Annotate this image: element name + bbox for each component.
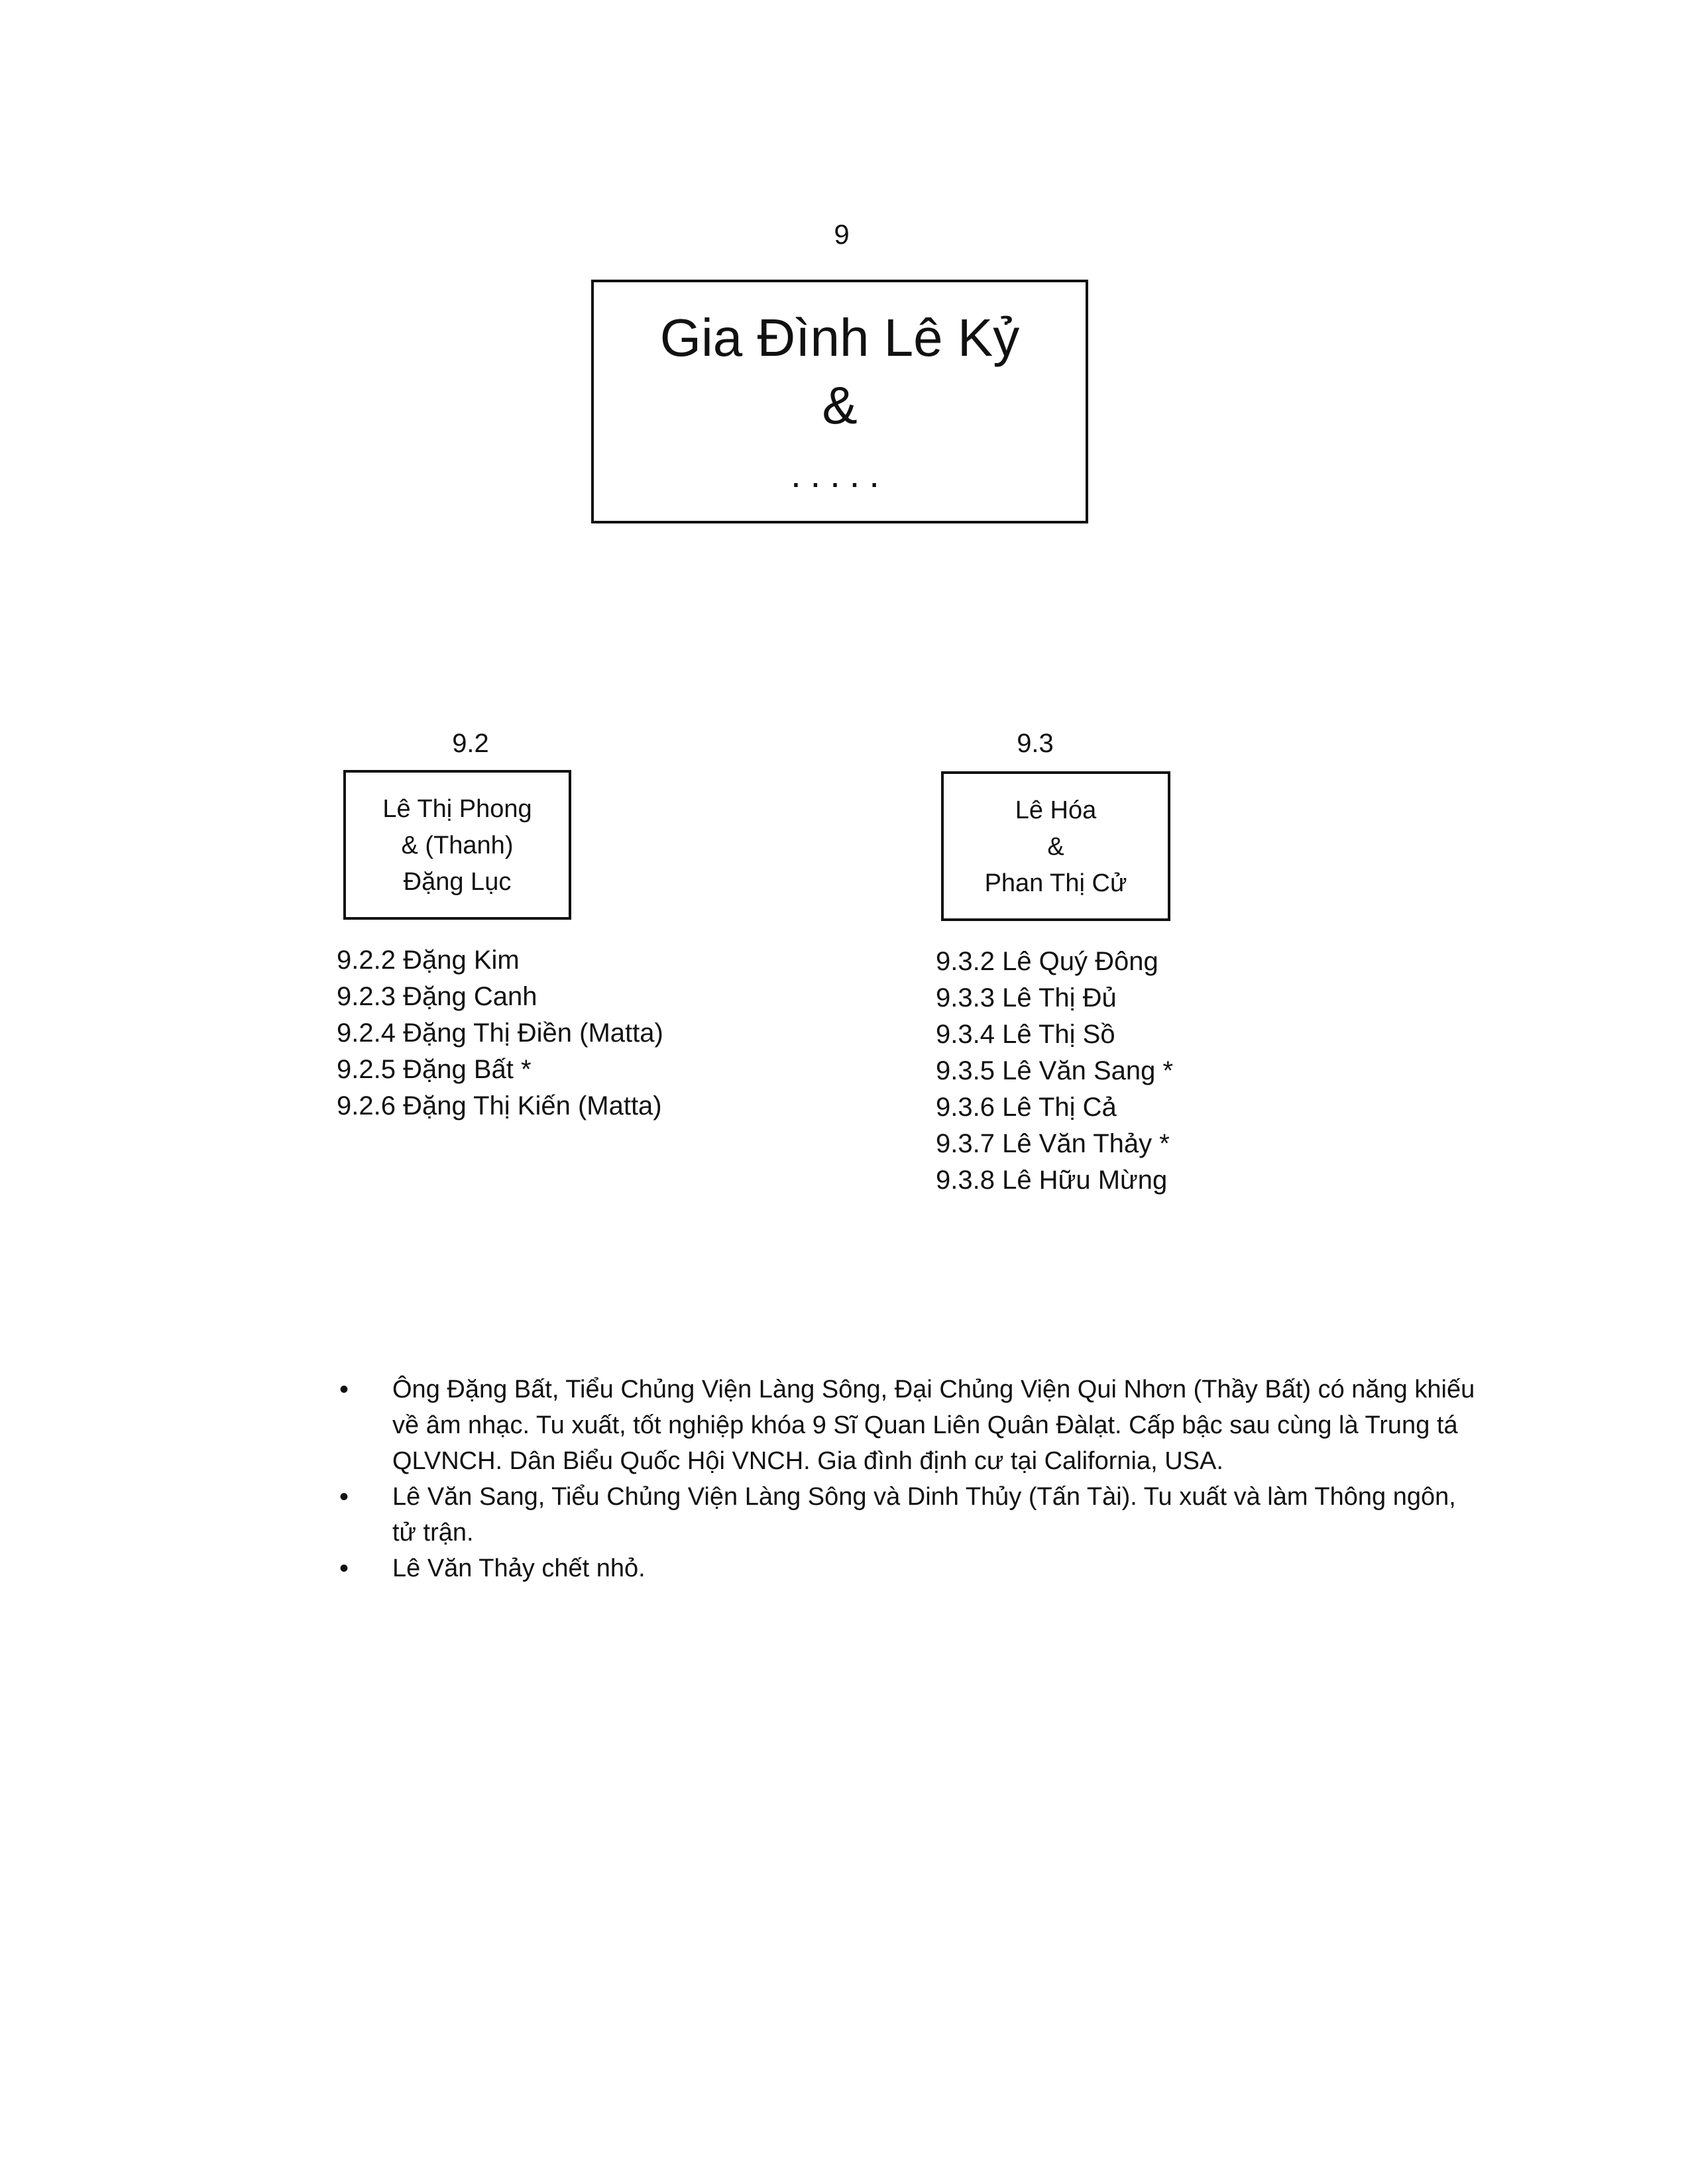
branch-label-9-2: 9.2: [452, 729, 489, 758]
note-text: Lê Văn Thảy chết nhỏ.: [392, 1555, 646, 1582]
family-title-box: [591, 280, 1088, 523]
branch-box-line: Lê Thị Phong: [382, 795, 532, 823]
note-item: [339, 1372, 1479, 1479]
child-item: 9.3.7 Lê Văn Thảy *: [936, 1129, 1170, 1158]
branch-box-9-3: [941, 771, 1170, 921]
child-item: 9.2.6 Đặng Thị Kiến (Matta): [337, 1091, 662, 1120]
branch-box-line: Đặng Lục: [403, 868, 512, 896]
title-ampersand: &: [822, 376, 858, 435]
title-dots: .....: [791, 453, 889, 495]
child-item: 9.2.5 Đặng Bất *: [337, 1055, 532, 1084]
bullet-icon: •: [339, 1554, 349, 1583]
notes-list: [339, 1372, 1479, 1586]
family-title: Gia Đình Lê Kỷ: [659, 308, 1020, 367]
child-item: 9.3.4 Lê Thị Sồ: [936, 1020, 1115, 1049]
child-item: 9.3.6 Lê Thị Cả: [936, 1093, 1117, 1122]
child-item: 9.2.4 Đặng Thị Điền (Matta): [337, 1018, 663, 1048]
note-item: [339, 1479, 1479, 1551]
page-number: 9: [834, 219, 850, 250]
child-item: 9.3.3 Lê Thị Đủ: [936, 983, 1117, 1012]
children-list-9-3: [936, 944, 1173, 1199]
note-text: Ông Đặng Bất, Tiểu Chủng Viện Làng Sông, Đại Chủng Viện Qui Nhơn (Thầy Bất) có năng khiếu về âm nhạc. Tu xuất, tốt nghiệp khóa 9 Sĩ Quan Liên Quân Đàlạt. Cấp bậc sau cùng là Trung tá QLVNCH. Dân Biểu Quốc Hội VNCH. Gia đình định cư tại California, USA.: [392, 1376, 1475, 1475]
branch-box-line: & (Thanh): [401, 832, 514, 859]
bullet-icon: •: [339, 1482, 349, 1511]
branch-box-9-2: [343, 770, 571, 920]
child-item: 9.3.2 Lê Quý Đông: [936, 947, 1158, 976]
children-list-9-2: [337, 942, 663, 1124]
child-item: 9.3.5 Lê Văn Sang *: [936, 1056, 1174, 1085]
branch-box-line: Lê Hóa: [1015, 796, 1097, 824]
bullet-icon: •: [339, 1375, 349, 1404]
child-item: 9.2.2 Đặng Kim: [337, 946, 520, 975]
branch-label-9-3: 9.3: [1017, 729, 1054, 758]
branch-box-line: Phan Thị Cử: [984, 869, 1127, 897]
note-item: [339, 1551, 1479, 1586]
child-item: 9.3.8 Lê Hữu Mừng: [936, 1166, 1168, 1195]
note-text: Lê Văn Sang, Tiểu Chủng Viện Làng Sông và Dinh Thủy (Tấn Tài). Tu xuất và làm Thông ngôn, tử trận.: [392, 1483, 1456, 1547]
child-item: 9.2.3 Đặng Canh: [337, 982, 537, 1011]
branch-box-line: &: [1047, 833, 1064, 861]
